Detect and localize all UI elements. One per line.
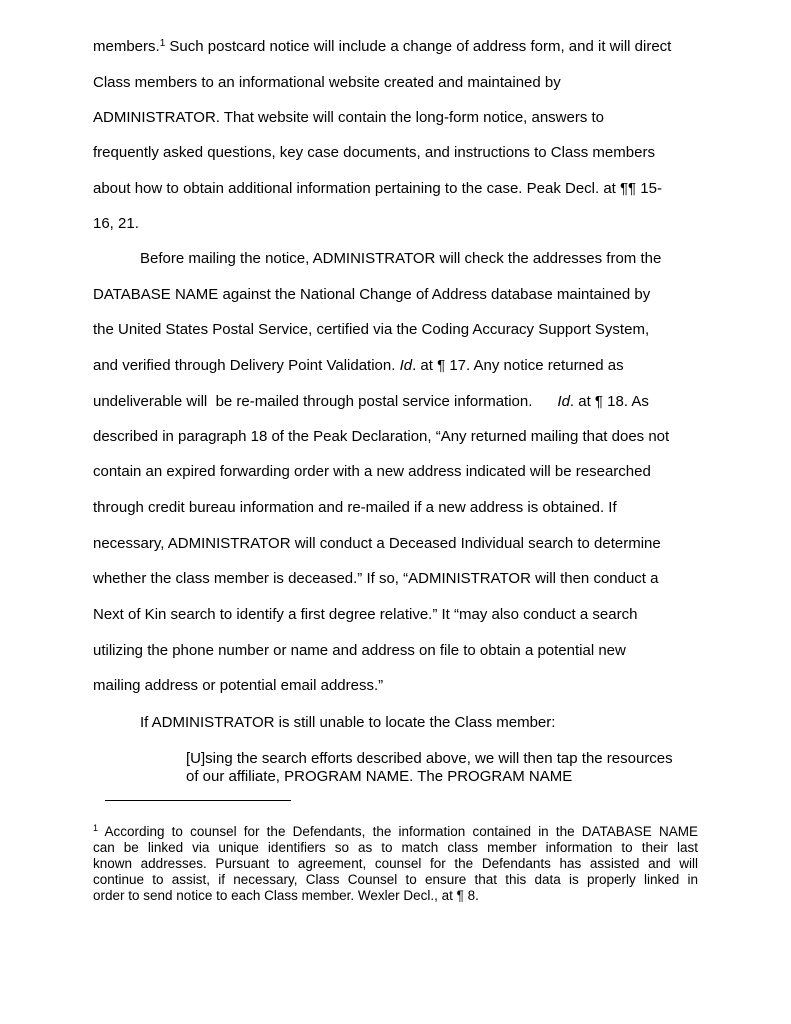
citation-id: Id	[399, 357, 413, 374]
paragraph-2-line-8: through credit bureau information and re-mailed if a new address is obtained. If	[93, 499, 617, 516]
paragraph-1-line-4: frequently asked questions, key case documents, and instructions to Class members	[93, 144, 655, 161]
footnote-separator	[105, 800, 291, 801]
citation-id: Id	[557, 393, 570, 410]
footnote	[93, 824, 698, 904]
paragraph-2-line-5	[93, 393, 649, 411]
paragraph-2-line-12: utilizing the phone number or name and address on file to obtain a potential new	[93, 642, 626, 659]
paragraph-2-line-6: described in paragraph 18 of the Peak Declaration, “Any returned mailing that does not	[93, 428, 670, 445]
text-run: . at ¶ 17. Any notice returned as	[412, 357, 624, 374]
footnote-reference[interactable]: 1	[159, 38, 166, 49]
block-quote-line-2: of our affiliate, PROGRAM NAME. The PROGRAM NAME	[186, 768, 573, 785]
paragraph-2-line-10: whether the class member is deceased.” If so, “ADMINISTRATOR will then conduct a	[93, 570, 659, 587]
paragraph-1-line-5: about how to obtain additional information pertaining to the case. Peak Decl. at ¶¶ 15-	[93, 180, 662, 197]
footnote-line-5: order to send notice to each Class member. Wexler Decl., at ¶ 8.	[93, 888, 479, 903]
paragraph-2-line-13: mailing address or potential email address.”	[93, 677, 384, 694]
footnote-line-2: can be linked via unique identifiers so as to match class member information to their last	[93, 840, 698, 855]
paragraph-2-line-4	[93, 357, 624, 375]
paragraph-1-line-3: ADMINISTRATOR. That website will contain the long-form notice, answers to	[93, 109, 605, 126]
paragraph-2-line-2: DATABASE NAME against the National Change of Address database maintained by	[93, 286, 651, 303]
text-run: According to counsel for the Defendants, the information contained in the DATABASE NAME	[98, 824, 698, 839]
text-run: Such postcard notice will include a change of address form, and it will direct	[165, 38, 672, 55]
footnote-line-1	[93, 824, 698, 840]
paragraph-2-line-9: necessary, ADMINISTRATOR will conduct a Deceased Individual search to determine	[93, 535, 661, 552]
paragraph-3-line-1: If ADMINISTRATOR is still unable to locate the Class member:	[140, 714, 556, 731]
paragraph-2-line-1: Before mailing the notice, ADMINISTRATOR will check the addresses from the	[140, 250, 662, 267]
text-run: members.	[93, 38, 160, 55]
paragraph-1-line-6: 16, 21.	[93, 215, 139, 232]
paragraph-1-line-1	[93, 38, 671, 56]
paragraph-2-line-7: contain an expired forwarding order with a new address indicated will be researched	[93, 463, 651, 480]
footnote-line-4: continue to assist, if necessary, Class Counsel to ensure that this data is properly linked in	[93, 872, 698, 887]
paragraph-2-line-3: the United States Postal Service, certified via the Coding Accuracy Support System,	[93, 321, 650, 338]
text-run: undeliverable will be re-mailed through postal service information.	[93, 393, 558, 410]
block-quote-line-1: [U]sing the search efforts described above, we will then tap the resources	[186, 750, 673, 767]
text-run: and verified through Delivery Point Validation.	[93, 357, 400, 374]
footnote-number: 1	[93, 823, 99, 833]
text-run: . at ¶ 18. As	[569, 393, 649, 410]
paragraph-2-line-11: Next of Kin search to identify a first degree relative.” It “may also conduct a search	[93, 606, 638, 623]
footnote-line-3: known addresses. Pursuant to agreement, counsel for the Defendants has assisted and will	[93, 856, 698, 871]
paragraph-1-line-2: Class members to an informational website created and maintained by	[93, 74, 561, 91]
